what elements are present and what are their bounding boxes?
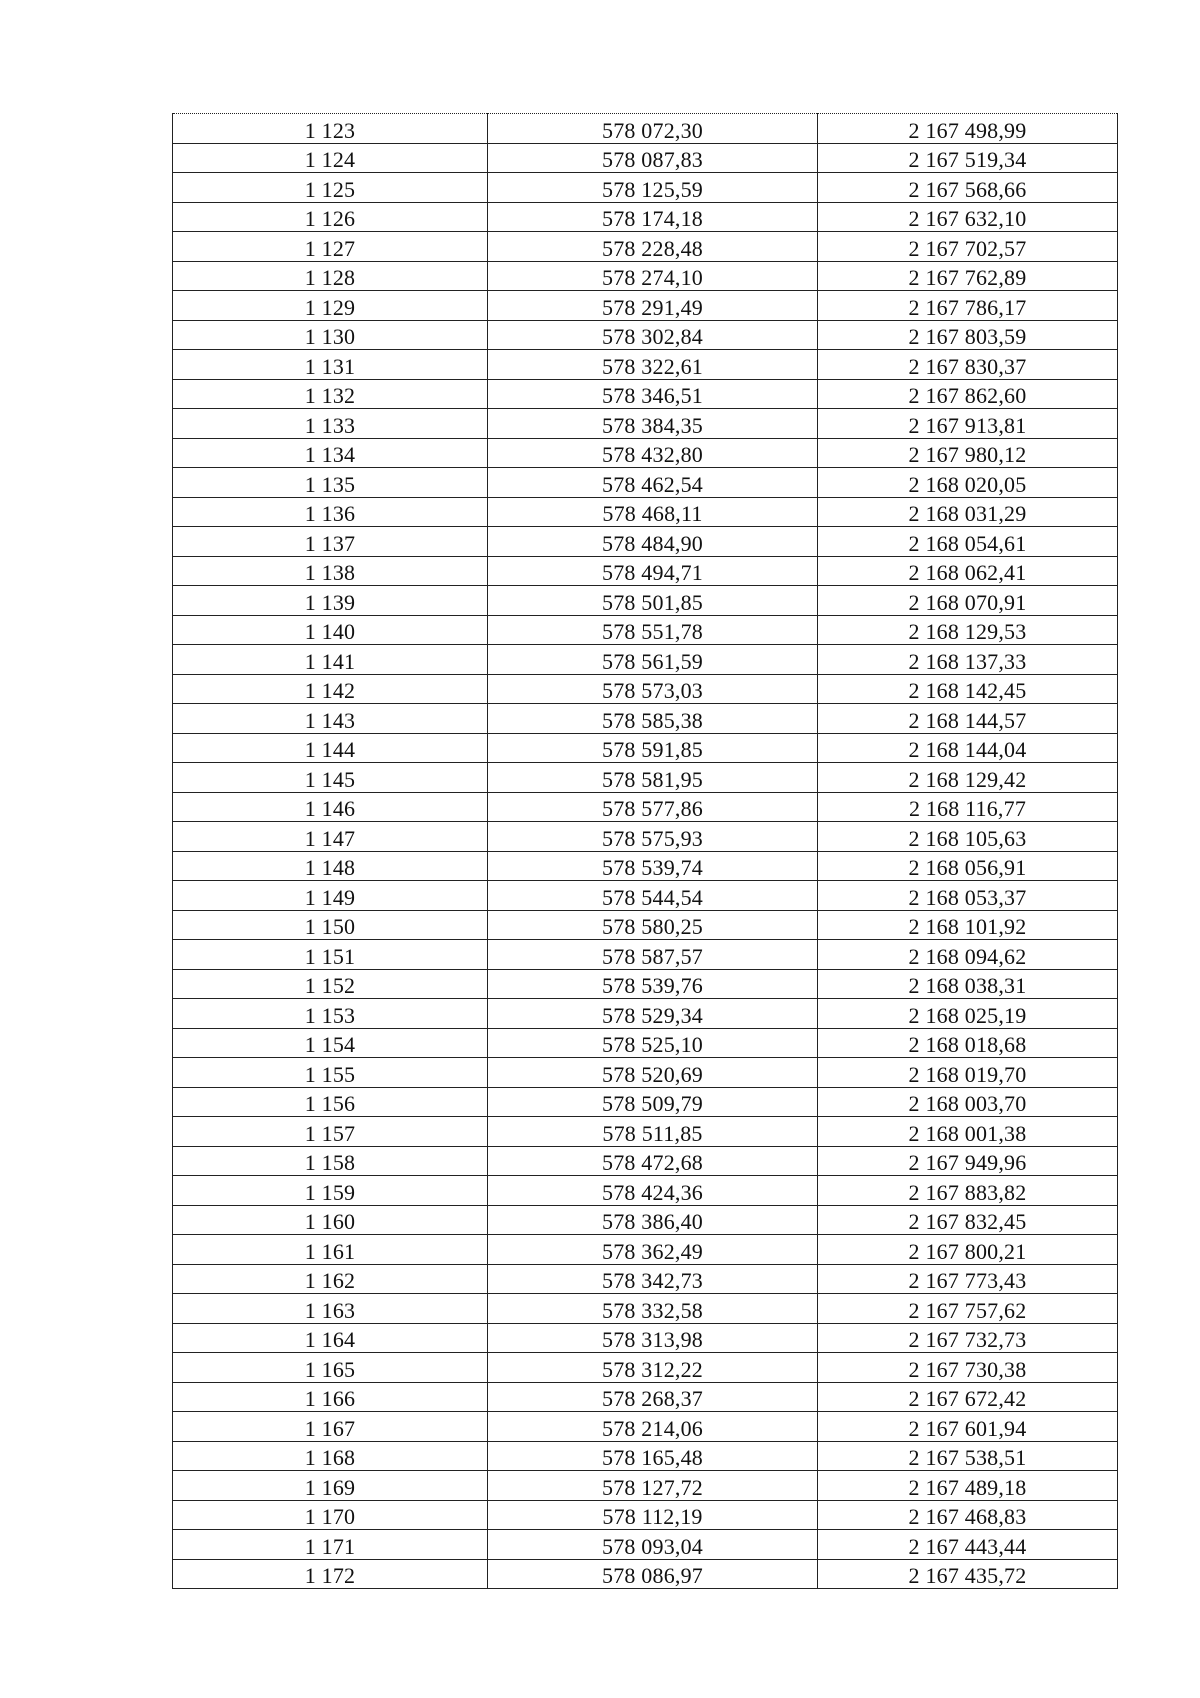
- x-coordinate-cell: 578 087,83: [488, 143, 818, 173]
- y-coordinate-cell: 2 167 601,94: [818, 1412, 1118, 1442]
- point-number-cell: 1 135: [173, 468, 488, 498]
- table-row: [173, 1205, 1118, 1235]
- y-coordinate-cell: 2 168 019,70: [818, 1058, 1118, 1088]
- point-number-cell: 1 126: [173, 202, 488, 232]
- table-row: [173, 350, 1118, 380]
- y-coordinate-cell: 2 168 142,45: [818, 674, 1118, 704]
- y-coordinate-cell: 2 167 702,57: [818, 232, 1118, 262]
- x-coordinate-cell: 578 544,54: [488, 881, 818, 911]
- x-coordinate-cell: 578 484,90: [488, 527, 818, 557]
- point-number-cell: 1 156: [173, 1087, 488, 1117]
- point-number-cell: 1 129: [173, 291, 488, 321]
- x-coordinate-cell: 578 525,10: [488, 1028, 818, 1058]
- x-coordinate-cell: 578 520,69: [488, 1058, 818, 1088]
- y-coordinate-cell: 2 167 883,82: [818, 1176, 1118, 1206]
- point-number-cell: 1 147: [173, 822, 488, 852]
- x-coordinate-cell: 578 386,40: [488, 1205, 818, 1235]
- point-number-cell: 1 168: [173, 1441, 488, 1471]
- x-coordinate-cell: 578 291,49: [488, 291, 818, 321]
- table-row: [173, 615, 1118, 645]
- point-number-cell: 1 148: [173, 851, 488, 881]
- point-number-cell: 1 157: [173, 1117, 488, 1147]
- x-coordinate-cell: 578 072,30: [488, 114, 818, 144]
- table-row: [173, 232, 1118, 262]
- point-number-cell: 1 125: [173, 173, 488, 203]
- x-coordinate-cell: 578 472,68: [488, 1146, 818, 1176]
- point-number-cell: 1 133: [173, 409, 488, 439]
- point-number-cell: 1 127: [173, 232, 488, 262]
- y-coordinate-cell: 2 168 105,63: [818, 822, 1118, 852]
- point-number-cell: 1 159: [173, 1176, 488, 1206]
- point-number-cell: 1 131: [173, 350, 488, 380]
- y-coordinate-cell: 2 168 054,61: [818, 527, 1118, 557]
- x-coordinate-cell: 578 342,73: [488, 1264, 818, 1294]
- y-coordinate-cell: 2 167 443,44: [818, 1530, 1118, 1560]
- y-coordinate-cell: 2 167 672,42: [818, 1382, 1118, 1412]
- point-number-cell: 1 123: [173, 114, 488, 144]
- table-row: [173, 1323, 1118, 1353]
- point-number-cell: 1 164: [173, 1323, 488, 1353]
- table-row: [173, 527, 1118, 557]
- table-row: [173, 940, 1118, 970]
- y-coordinate-cell: 2 167 632,10: [818, 202, 1118, 232]
- x-coordinate-cell: 578 312,22: [488, 1353, 818, 1383]
- y-coordinate-cell: 2 168 053,37: [818, 881, 1118, 911]
- table-row: [173, 1353, 1118, 1383]
- y-coordinate-cell: 2 167 568,66: [818, 173, 1118, 203]
- y-coordinate-cell: 2 168 001,38: [818, 1117, 1118, 1147]
- x-coordinate-cell: 578 125,59: [488, 173, 818, 203]
- y-coordinate-cell: 2 167 538,51: [818, 1441, 1118, 1471]
- x-coordinate-cell: 578 165,48: [488, 1441, 818, 1471]
- x-coordinate-cell: 578 551,78: [488, 615, 818, 645]
- point-number-cell: 1 165: [173, 1353, 488, 1383]
- point-number-cell: 1 141: [173, 645, 488, 675]
- point-number-cell: 1 151: [173, 940, 488, 970]
- table-row: [173, 999, 1118, 1029]
- y-coordinate-cell: 2 167 468,83: [818, 1500, 1118, 1530]
- y-coordinate-cell: 2 167 757,62: [818, 1294, 1118, 1324]
- x-coordinate-cell: 578 174,18: [488, 202, 818, 232]
- table-row: [173, 674, 1118, 704]
- x-coordinate-cell: 578 086,97: [488, 1559, 818, 1589]
- table-row: [173, 1058, 1118, 1088]
- x-coordinate-cell: 578 580,25: [488, 910, 818, 940]
- point-number-cell: 1 130: [173, 320, 488, 350]
- y-coordinate-cell: 2 167 762,89: [818, 261, 1118, 291]
- y-coordinate-cell: 2 167 732,73: [818, 1323, 1118, 1353]
- table-row: [173, 1146, 1118, 1176]
- y-coordinate-cell: 2 168 144,57: [818, 704, 1118, 734]
- x-coordinate-cell: 578 468,11: [488, 497, 818, 527]
- x-coordinate-cell: 578 581,95: [488, 763, 818, 793]
- point-number-cell: 1 154: [173, 1028, 488, 1058]
- table-row: [173, 468, 1118, 498]
- x-coordinate-cell: 578 274,10: [488, 261, 818, 291]
- y-coordinate-cell: 2 167 803,59: [818, 320, 1118, 350]
- x-coordinate-cell: 578 573,03: [488, 674, 818, 704]
- x-coordinate-cell: 578 561,59: [488, 645, 818, 675]
- y-coordinate-cell: 2 168 020,05: [818, 468, 1118, 498]
- x-coordinate-cell: 578 539,74: [488, 851, 818, 881]
- x-coordinate-cell: 578 093,04: [488, 1530, 818, 1560]
- point-number-cell: 1 152: [173, 969, 488, 999]
- table-row: [173, 438, 1118, 468]
- table-row: [173, 202, 1118, 232]
- y-coordinate-cell: 2 167 913,81: [818, 409, 1118, 439]
- table-row: [173, 1441, 1118, 1471]
- point-number-cell: 1 155: [173, 1058, 488, 1088]
- table-row: [173, 497, 1118, 527]
- x-coordinate-cell: 578 494,71: [488, 556, 818, 586]
- table-row: [173, 261, 1118, 291]
- point-number-cell: 1 158: [173, 1146, 488, 1176]
- y-coordinate-cell: 2 167 730,38: [818, 1353, 1118, 1383]
- x-coordinate-cell: 578 268,37: [488, 1382, 818, 1412]
- point-number-cell: 1 166: [173, 1382, 488, 1412]
- point-number-cell: 1 149: [173, 881, 488, 911]
- point-number-cell: 1 162: [173, 1264, 488, 1294]
- table-row: [173, 379, 1118, 409]
- point-number-cell: 1 137: [173, 527, 488, 557]
- x-coordinate-cell: 578 587,57: [488, 940, 818, 970]
- y-coordinate-cell: 2 167 949,96: [818, 1146, 1118, 1176]
- point-number-cell: 1 160: [173, 1205, 488, 1235]
- x-coordinate-cell: 578 332,58: [488, 1294, 818, 1324]
- y-coordinate-cell: 2 168 101,92: [818, 910, 1118, 940]
- table-row: [173, 1028, 1118, 1058]
- table-row: [173, 733, 1118, 763]
- x-coordinate-cell: 578 501,85: [488, 586, 818, 616]
- point-number-cell: 1 132: [173, 379, 488, 409]
- point-number-cell: 1 172: [173, 1559, 488, 1589]
- point-number-cell: 1 163: [173, 1294, 488, 1324]
- x-coordinate-cell: 578 112,19: [488, 1500, 818, 1530]
- table-row: [173, 1176, 1118, 1206]
- point-number-cell: 1 167: [173, 1412, 488, 1442]
- table-row: [173, 822, 1118, 852]
- table-row: [173, 792, 1118, 822]
- y-coordinate-cell: 2 167 519,34: [818, 143, 1118, 173]
- point-number-cell: 1 143: [173, 704, 488, 734]
- point-number-cell: 1 138: [173, 556, 488, 586]
- y-coordinate-cell: 2 167 786,17: [818, 291, 1118, 321]
- table-row: [173, 851, 1118, 881]
- table-row: [173, 910, 1118, 940]
- point-number-cell: 1 134: [173, 438, 488, 468]
- y-coordinate-cell: 2 168 062,41: [818, 556, 1118, 586]
- y-coordinate-cell: 2 167 980,12: [818, 438, 1118, 468]
- table-row: [173, 114, 1118, 144]
- x-coordinate-cell: 578 214,06: [488, 1412, 818, 1442]
- x-coordinate-cell: 578 228,48: [488, 232, 818, 262]
- table-row: [173, 143, 1118, 173]
- table-row: [173, 1471, 1118, 1501]
- point-number-cell: 1 145: [173, 763, 488, 793]
- table-row: [173, 1412, 1118, 1442]
- table-row: [173, 409, 1118, 439]
- table-row: [173, 1559, 1118, 1589]
- x-coordinate-cell: 578 302,84: [488, 320, 818, 350]
- point-number-cell: 1 146: [173, 792, 488, 822]
- point-number-cell: 1 169: [173, 1471, 488, 1501]
- x-coordinate-cell: 578 384,35: [488, 409, 818, 439]
- table-row: [173, 1117, 1118, 1147]
- point-number-cell: 1 136: [173, 497, 488, 527]
- table-row: [173, 1264, 1118, 1294]
- x-coordinate-cell: 578 585,38: [488, 704, 818, 734]
- point-number-cell: 1 161: [173, 1235, 488, 1265]
- y-coordinate-cell: 2 168 038,31: [818, 969, 1118, 999]
- y-coordinate-cell: 2 167 498,99: [818, 114, 1118, 144]
- y-coordinate-cell: 2 168 070,91: [818, 586, 1118, 616]
- x-coordinate-cell: 578 529,34: [488, 999, 818, 1029]
- y-coordinate-cell: 2 168 094,62: [818, 940, 1118, 970]
- x-coordinate-cell: 578 539,76: [488, 969, 818, 999]
- table-row: [173, 1235, 1118, 1265]
- table-row: [173, 586, 1118, 616]
- y-coordinate-cell: 2 168 003,70: [818, 1087, 1118, 1117]
- table-row: [173, 1530, 1118, 1560]
- coordinates-table-body: [173, 114, 1118, 1589]
- table-row: [173, 704, 1118, 734]
- point-number-cell: 1 128: [173, 261, 488, 291]
- y-coordinate-cell: 2 168 129,53: [818, 615, 1118, 645]
- y-coordinate-cell: 2 168 056,91: [818, 851, 1118, 881]
- table-row: [173, 1500, 1118, 1530]
- x-coordinate-cell: 578 313,98: [488, 1323, 818, 1353]
- x-coordinate-cell: 578 346,51: [488, 379, 818, 409]
- x-coordinate-cell: 578 322,61: [488, 350, 818, 380]
- table-row: [173, 763, 1118, 793]
- x-coordinate-cell: 578 432,80: [488, 438, 818, 468]
- y-coordinate-cell: 2 168 031,29: [818, 497, 1118, 527]
- x-coordinate-cell: 578 424,36: [488, 1176, 818, 1206]
- y-coordinate-cell: 2 168 137,33: [818, 645, 1118, 675]
- point-number-cell: 1 150: [173, 910, 488, 940]
- coordinates-table: [172, 113, 1118, 1589]
- table-row: [173, 645, 1118, 675]
- y-coordinate-cell: 2 168 116,77: [818, 792, 1118, 822]
- x-coordinate-cell: 578 462,54: [488, 468, 818, 498]
- x-coordinate-cell: 578 511,85: [488, 1117, 818, 1147]
- y-coordinate-cell: 2 167 800,21: [818, 1235, 1118, 1265]
- point-number-cell: 1 153: [173, 999, 488, 1029]
- table-row: [173, 1294, 1118, 1324]
- y-coordinate-cell: 2 168 025,19: [818, 999, 1118, 1029]
- y-coordinate-cell: 2 167 489,18: [818, 1471, 1118, 1501]
- point-number-cell: 1 124: [173, 143, 488, 173]
- point-number-cell: 1 171: [173, 1530, 488, 1560]
- y-coordinate-cell: 2 167 832,45: [818, 1205, 1118, 1235]
- x-coordinate-cell: 578 575,93: [488, 822, 818, 852]
- point-number-cell: 1 139: [173, 586, 488, 616]
- y-coordinate-cell: 2 168 144,04: [818, 733, 1118, 763]
- y-coordinate-cell: 2 167 830,37: [818, 350, 1118, 380]
- point-number-cell: 1 142: [173, 674, 488, 704]
- x-coordinate-cell: 578 591,85: [488, 733, 818, 763]
- y-coordinate-cell: 2 168 018,68: [818, 1028, 1118, 1058]
- table-row: [173, 320, 1118, 350]
- x-coordinate-cell: 578 362,49: [488, 1235, 818, 1265]
- table-row: [173, 173, 1118, 203]
- y-coordinate-cell: 2 167 862,60: [818, 379, 1118, 409]
- table-row: [173, 556, 1118, 586]
- table-row: [173, 1382, 1118, 1412]
- y-coordinate-cell: 2 168 129,42: [818, 763, 1118, 793]
- x-coordinate-cell: 578 577,86: [488, 792, 818, 822]
- table-row: [173, 969, 1118, 999]
- table-row: [173, 1087, 1118, 1117]
- x-coordinate-cell: 578 509,79: [488, 1087, 818, 1117]
- y-coordinate-cell: 2 167 773,43: [818, 1264, 1118, 1294]
- point-number-cell: 1 170: [173, 1500, 488, 1530]
- y-coordinate-cell: 2 167 435,72: [818, 1559, 1118, 1589]
- table-row: [173, 881, 1118, 911]
- point-number-cell: 1 144: [173, 733, 488, 763]
- point-number-cell: 1 140: [173, 615, 488, 645]
- table-row: [173, 291, 1118, 321]
- x-coordinate-cell: 578 127,72: [488, 1471, 818, 1501]
